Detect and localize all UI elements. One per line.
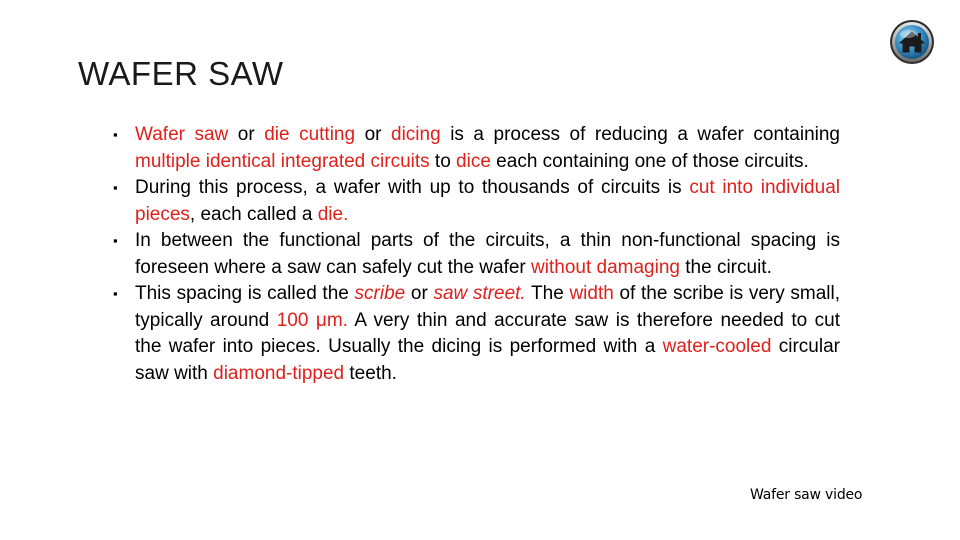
highlighted-term: die. [317, 203, 349, 225]
bullet-text: of the scribe is very small, typically around [135, 283, 840, 331]
highlighted-term: cut into individual pieces [135, 177, 840, 225]
bullet-text: teeth. [344, 362, 397, 384]
bullet-text: This spacing is called the [135, 283, 355, 304]
bullet-text: circular saw with [135, 336, 840, 384]
bullet-marker: ▪ [113, 180, 118, 195]
highlighted-term: die cutting [264, 124, 356, 145]
highlighted-term: width [569, 283, 614, 304]
bullet-text: is a process of reducing a wafer containing [440, 124, 840, 145]
bullet-text: or [228, 124, 265, 145]
bullet-text: During this process, a wafer with up to thousands of circuits is [135, 177, 690, 198]
bullet-list [112, 122, 840, 387]
bullet-marker: ▪ [113, 286, 118, 301]
highlighted-term: saw street. [433, 283, 526, 304]
highlighted-term: multiple identical integrated circuits [135, 150, 430, 172]
bullet-item [112, 122, 840, 175]
bullet-item [112, 228, 840, 281]
bullet-text: A very thin and accurate saw is therefore needed to cut the wafer into pieces. Usually the dicing is performed with a [135, 309, 840, 357]
home-icon [889, 19, 935, 65]
highlighted-term: 100 μm. [276, 309, 348, 331]
highlighted-term: dicing [391, 124, 441, 145]
bullet-text: each containing one of those circuits. [490, 150, 809, 172]
highlighted-term: dice [456, 150, 491, 172]
highlighted-term: diamond-tipped [213, 362, 345, 384]
bullet-text: The [525, 283, 570, 304]
bullet-text: to [429, 150, 457, 172]
bullet-text: In between the functional parts of the circuits, a thin non-functional spacing is foreseen where a saw can safely cut the wafer [135, 230, 840, 278]
bullet-item [112, 281, 840, 387]
highlighted-term: scribe [354, 283, 406, 304]
wafer-saw-video-link[interactable]: Wafer saw video [750, 487, 863, 503]
highlighted-term: water-cooled [662, 336, 772, 357]
bullet-text: or [355, 124, 392, 145]
bullet-text: the circuit. [679, 256, 772, 278]
home-button[interactable] [889, 19, 935, 65]
bullet-marker: ▪ [113, 233, 118, 248]
highlighted-term: Wafer saw [135, 124, 229, 145]
bullet-text: , each called a [189, 203, 318, 225]
highlighted-term: without damaging [531, 256, 680, 278]
bullet-item [112, 175, 840, 228]
bullet-marker: ▪ [113, 127, 118, 142]
bullet-text: or [405, 283, 434, 304]
slide-title: WAFER SAW [78, 55, 284, 92]
